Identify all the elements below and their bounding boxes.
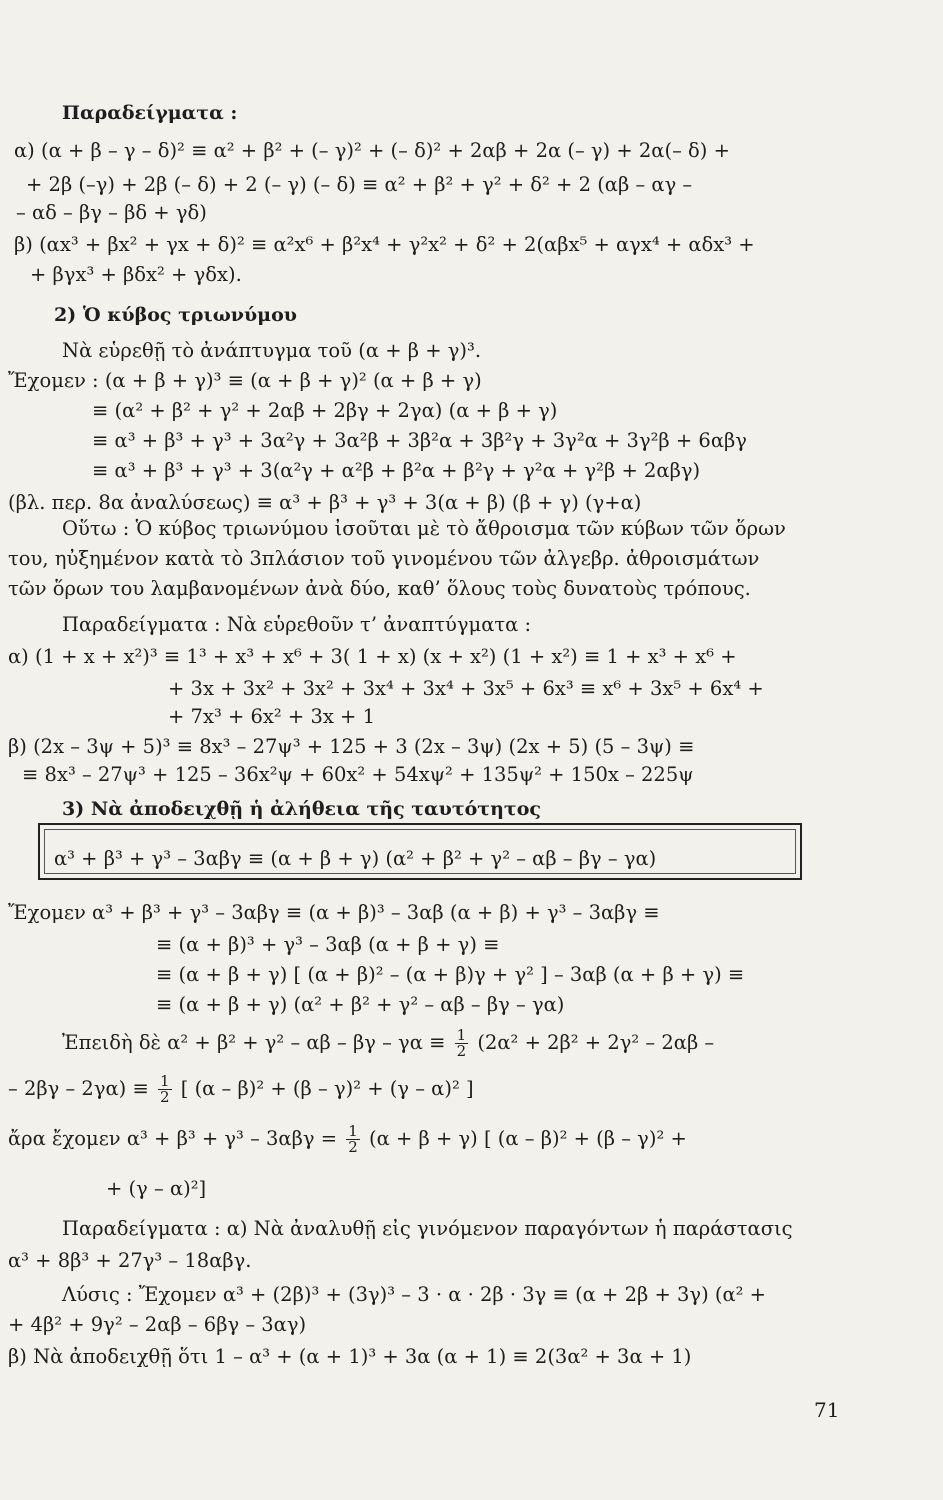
fraction [455, 1028, 469, 1059]
lines2-line: Παραδείγματα : α) Νὰ ἀναλυθῇ εἰς γινόμενον παραγόντων ἡ παράστασις [62, 1217, 793, 1240]
fraction-line [62, 1028, 714, 1059]
lines-line: ≡ (α + β + γ) (α² + β² + γ² – αβ – βγ – γα) [156, 993, 565, 1016]
page-number: 71 [814, 1398, 840, 1422]
lines-line: του, ηὐξημένον κατὰ τὸ 3πλάσιον τοῦ γινομένου τῶν ἀλγεβρ. ἀθροισμάτων [8, 547, 760, 570]
fraction-line-before: Ἐπειδὴ δὲ α² + β² + γ² – αβ – βγ – γα ≡ [62, 1031, 452, 1054]
lines2-line: β) Νὰ ἀποδειχθῇ ὅτι 1 – α³ + (α + 1)³ + 3α (α + 1) ≡ 2(3α² + 3α + 1) [8, 1345, 692, 1368]
lines-line: 3) Νὰ ἀποδειχθῇ ἡ ἀλήθεια τῆς ταυτότητος [62, 798, 541, 820]
fraction-denominator: 2 [348, 1138, 358, 1156]
lines-line: Ἔχομεν : (α + β + γ)³ ≡ (α + β + γ)² (α + β + γ) [8, 369, 482, 392]
lines-line: (βλ. περ. 8α ἀναλύσεως) ≡ α³ + β³ + γ³ + 3(α + β) (β + γ) (γ+α) [8, 491, 642, 514]
lines-line: ≡ α³ + β³ + γ³ + 3α²γ + 3α²β + 3β²α + 3β²γ + 3γ²α + 3γ²β + 6αβγ [92, 429, 747, 452]
fraction-denominator: 2 [160, 1088, 170, 1106]
fraction-line-before: ἄρα ἔχομεν α³ + β³ + γ³ – 3αβγ = [8, 1127, 344, 1150]
fraction-line-after: (α + β + γ) [ (α – β)² + (β – γ)² + [362, 1127, 687, 1150]
fraction-line-after: (2α² + 2β² + 2γ² – 2αβ – [471, 1031, 715, 1054]
fraction [158, 1074, 172, 1105]
lines-line: α) (α + β – γ – δ)² ≡ α² + β² + (– γ)² + (– δ)² + 2αβ + 2α (– γ) + 2α(– δ) + [14, 139, 730, 162]
lines-line: Παραδείγματα : [62, 102, 238, 124]
fraction-denominator: 2 [456, 1042, 467, 1060]
lines-line: 2) Ὁ κύβος τριωνύμου [54, 304, 297, 326]
lines-line: β) (αx³ + βx² + γx + δ)² ≡ α²x⁶ + β²x⁴ + γ²x² + δ² + 2(αβx⁵ + αγx⁴ + αδx³ + [14, 233, 755, 256]
lines2-line: + 4β² + 9γ² – 2αβ – 6βγ – 3αγ) [8, 1313, 307, 1336]
lines-line: + 2β (–γ) + 2β (– δ) + 2 (– γ) (– δ) ≡ α² + β² + γ² + δ² + 2 (αβ – αγ – [26, 173, 693, 196]
fraction-line [8, 1124, 687, 1155]
lines2-line: α³ + 8β³ + 27γ³ – 18αβγ. [8, 1249, 252, 1272]
lines-line: ≡ (α² + β² + γ² + 2αβ + 2βγ + 2γα) (α + β + γ) [92, 399, 558, 422]
lines-line: – αδ – βγ – βδ + γδ) [16, 201, 207, 224]
lines-line: + 3x + 3x² + 3x² + 3x⁴ + 3x⁴ + 3x⁵ + 6x³ ≡ x⁶ + 3x⁵ + 6x⁴ + [168, 677, 764, 700]
lines-line: α) (1 + x + x²)³ ≡ 1³ + x³ + x⁶ + 3( 1 + x) (x + x²) (1 + x²) ≡ 1 + x³ + x⁶ + [8, 645, 737, 668]
lines-line: α³ + β³ + γ³ – 3αβγ ≡ (α + β + γ) (α² + β² + γ² – αβ – βγ – γα) [54, 847, 657, 870]
lines2-line: Λύσις : Ἔχομεν α³ + (2β)³ + (3γ)³ – 3 · α · 2β · 3γ ≡ (α + 2β + 3γ) (α² + [62, 1283, 766, 1306]
fraction-numerator: 1 [348, 1122, 358, 1140]
lines-line: + 7x³ + 6x² + 3x + 1 [168, 705, 375, 728]
lines-line: ≡ (α + β)³ + γ³ – 3αβ (α + β + γ) ≡ [156, 933, 500, 956]
lines-line: ≡ 8x³ – 27ψ³ + 125 – 36x²ψ + 60x² + 54xψ² + 135ψ² + 150x – 225ψ [22, 763, 694, 786]
fraction-line-after: [ (α – β)² + (β – γ)² + (γ – α)² ] [174, 1077, 474, 1100]
lines-line: β) (2x – 3ψ + 5)³ ≡ 8x³ – 27ψ³ + 125 + 3 (2x – 3ψ) (2x + 5) (5 – 3ψ) ≡ [8, 735, 695, 758]
lines-line: ≡ α³ + β³ + γ³ + 3(α²γ + α²β + β²α + β²γ + γ²α + γ²β + 2αβγ) [92, 459, 701, 482]
lines-line: τῶν ὅρων του λαμβανομένων ἀνὰ δύο, καθ’ ὅλους τοὺς δυνατοὺς τρόπους. [8, 577, 751, 600]
fraction [346, 1124, 360, 1155]
fraction-line [8, 1074, 474, 1105]
lines-line: + βγx³ + βδx² + γδx). [30, 263, 242, 286]
lines-line: ≡ (α + β + γ) [ (α + β)² – (α + β)γ + γ² ] – 3αβ (α + β + γ) ≡ [156, 963, 745, 986]
fraction-line-before: – 2βγ – 2γα) ≡ [8, 1077, 156, 1100]
lines-line: Ἔχομεν α³ + β³ + γ³ – 3αβγ ≡ (α + β)³ – 3αβ (α + β) + γ³ – 3αβγ ≡ [8, 901, 660, 924]
lines-line: Παραδείγματα : Νὰ εὑρεθοῦν τ’ ἀναπτύγματα : [62, 613, 532, 636]
fraction-numerator: 1 [456, 1026, 467, 1044]
lines-line: Νὰ εὑρεθῇ τὸ ἀνάπτυγμα τοῦ (α + β + γ)³. [62, 339, 482, 362]
lines-line: Οὕτω : Ὁ κύβος τριωνύμου ἰσοῦται μὲ τὸ ἄθροισμα τῶν κύβων τῶν ὅρων [62, 517, 786, 540]
fraction-numerator: 1 [160, 1072, 170, 1090]
lines2-line: + (γ – α)²] [106, 1177, 207, 1200]
